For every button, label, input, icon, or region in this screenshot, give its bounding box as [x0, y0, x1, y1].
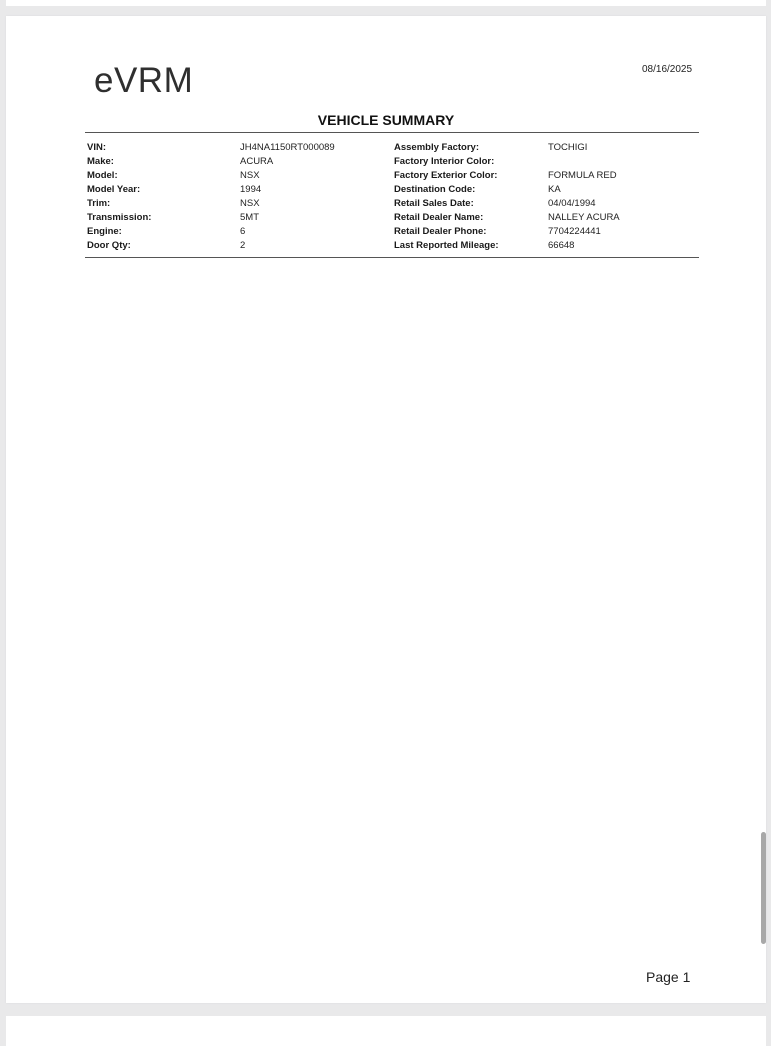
vin-value: JH4NA1150RT000089	[240, 142, 335, 153]
evrm-logo: eVRM	[94, 61, 194, 100]
retail-dealer-name-label: Retail Dealer Name:	[394, 212, 484, 223]
door-qty-value: 2	[240, 240, 246, 251]
door-qty-label: Door Qty:	[87, 240, 131, 251]
model-label: Model:	[87, 170, 118, 181]
model-year-label: Model Year:	[87, 184, 141, 195]
next-page-edge	[6, 1016, 766, 1046]
factory-exterior-color-label: Factory Exterior Color:	[394, 170, 498, 181]
retail-dealer-phone-value: 7704224441	[548, 226, 601, 237]
previous-page-edge	[6, 0, 766, 6]
vertical-scrollbar[interactable]	[761, 832, 766, 944]
factory-exterior-color-value: FORMULA RED	[548, 170, 617, 181]
destination-code-value: KA	[548, 184, 561, 195]
assembly-factory-value: TOCHIGI	[548, 142, 588, 153]
model-value: NSX	[240, 170, 260, 181]
top-divider	[85, 132, 699, 133]
bottom-divider	[85, 257, 699, 258]
last-reported-mileage-label: Last Reported Mileage:	[394, 240, 499, 251]
print-date: 08/16/2025	[642, 64, 693, 75]
factory-interior-color-label: Factory Interior Color:	[394, 156, 495, 167]
retail-dealer-name-value: NALLEY ACURA	[548, 212, 620, 223]
model-year-value: 1994	[240, 184, 262, 195]
assembly-factory-label: Assembly Factory:	[394, 142, 480, 153]
retail-sales-date-label: Retail Sales Date:	[394, 198, 474, 209]
transmission-value: 5MT	[240, 212, 259, 223]
destination-code-label: Destination Code:	[394, 184, 476, 195]
engine-value: 6	[240, 226, 246, 237]
engine-label: Engine:	[87, 226, 122, 237]
page-number: Page 1	[646, 969, 691, 985]
last-reported-mileage-value: 66648	[548, 240, 575, 251]
transmission-label: Transmission:	[87, 212, 152, 223]
make-label: Make:	[87, 156, 114, 167]
page-title: VEHICLE SUMMARY	[317, 112, 455, 128]
make-value: ACURA	[240, 156, 274, 167]
retail-dealer-phone-label: Retail Dealer Phone:	[394, 226, 487, 237]
retail-sales-date-value: 04/04/1994	[548, 198, 596, 209]
document-page	[6, 16, 766, 1003]
trim-value: NSX	[240, 198, 260, 209]
trim-label: Trim:	[87, 198, 111, 209]
vin-label: VIN:	[87, 142, 106, 153]
